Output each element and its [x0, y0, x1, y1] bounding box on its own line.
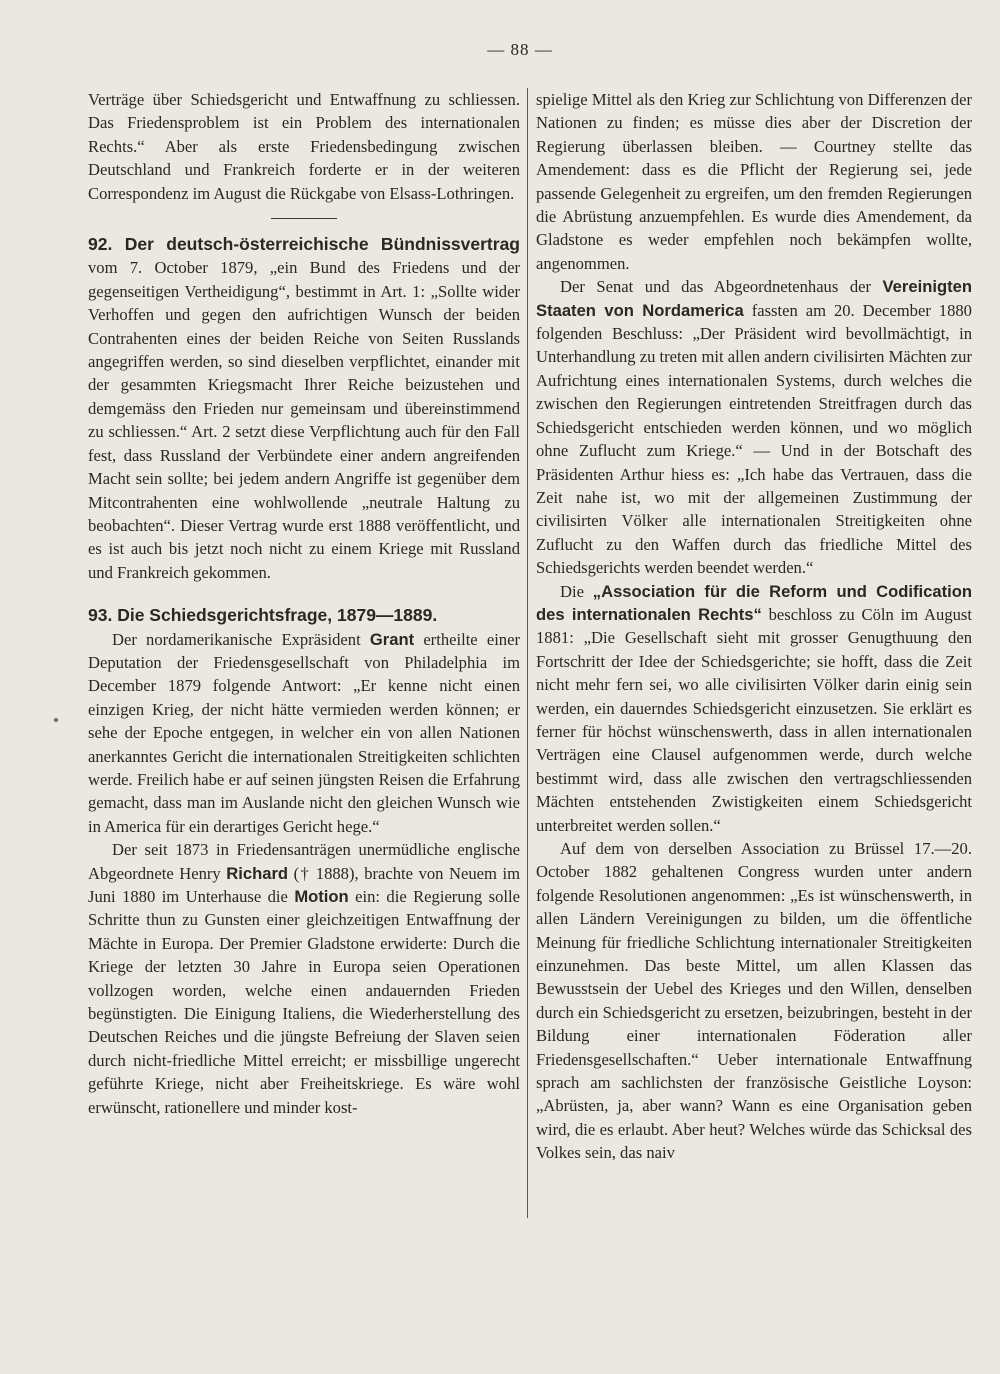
paragraph: Verträge über Schiedsgericht und Entwaffnung zu schliessen. Das Friedensproblem ist ein Problem des internationalen Rechts.“ Aber als erste Friedensbedingung zwischen Deutschland und Frankreich forderte er in der weiteren Correspondenz im August die Rückgabe von Elsass-Lothringen.: [88, 90, 520, 203]
page-number: — 88 —: [487, 40, 553, 59]
paragraph: [536, 275, 972, 579]
name-emphasis: Grant: [369, 629, 415, 649]
text: beschloss zu Cöln im August 1881: „Die Gesellschaft sieht mit grosser Genugthuung den Fortschritt der Idee der Schiedsgerichte; sie hofft, dass die Zeit nicht mehr fern sei, wo alle civilisirten Völker darin einig sein werden, ein dauerndes Schiedsgericht einzusetzen. Sie erklärt es ferner für höchst wünschenswerth, dass in allen internationalen Verträgen eine Clausel aufgenommen werde, durch welche bestimmt wird, dass alle zwischen den vertragschliessenden Mächten entstehenden Zwistigkeiten einem Schiedsgericht unterbreitet werden sollen.“: [536, 604, 972, 835]
text: Die: [560, 581, 584, 601]
name-emphasis: Vereinigten Staaten von Nordamerica: [536, 277, 972, 320]
margin-dot: [54, 718, 58, 722]
text: ein: die Regierung solle Schritte thun zu Gunsten einer gleichzeitigen Entwaffnung der Mächte in Europa. Der Premier Gladstone erwiderte: Durch die Kriege der letzten 30 Jahre in Europa seien Operationen vollzogen worden, welche einen andauernden Frieden begünstigten. Die Einigung Italiens, die Wiederherstellung des Deutschen Reiches und die jüngste Befreiung der Slaven seien durch nicht-friedliche Mittel erreicht; er missbillige ungerecht geführte Kriege, nicht aber Freiheitskriege. Es wäre wohl erwünscht, rationellere und minder kost-: [88, 887, 520, 1117]
paragraph-text: vom 7. October 1879, „ein Bund des Friedens und der gegenseitigen Vertheidigung“, bestimmt in Art. 1: „Sollte wider Verhoffen und gegen den aufrichtigen Wunsch der beiden Contrahenten eines der beiden Reiche von Seiten Russlands angegriffen werden, so sind dieselben verpflichtet, einander mit der gesammten Kriegsmacht Ihrer Reiche beizustehen und demgemäss den Frieden nur gemeinsam und übereinstimmend zu schliessen.“ Art. 2 setzt diese Verpflichtung auch für den Fall fest, dass Russland der Verbündete einer andern angreifenden Macht sein sollte; bei jedem andern Angriffe ist gegenüber dem Mitcontrahenten eine wohlwollende „neutrale Haltung zu beobachten“. Dieser Vertrag wurde erst 1888 veröffentlicht, und es ist auch bis jetzt noch nicht zu einem Kriege mit Russland und Frankreich gekommen.: [88, 258, 520, 582]
section-heading: 92. Der deutsch-österreichische Bündnissvertrag: [88, 234, 520, 255]
column-divider: [527, 88, 528, 1218]
text: Der nordamerikanische Expräsident: [112, 629, 361, 649]
text: Der seit 1873 in Friedensanträgen unermüdliche englische Abgeordnete Henry: [88, 840, 520, 883]
name-emphasis: Richard: [226, 863, 289, 883]
section-heading: 93. Die Schiedsgerichtsfrage, 1879—1889.: [88, 605, 438, 626]
section-divider: [271, 218, 337, 219]
paragraph: [88, 838, 520, 1119]
paragraph: [536, 580, 972, 837]
text: ertheilte einer Deputation der Friedensgesellschaft von Philadelphia im December 1879 folgende Antwort: „Er kenne nicht einen einzigen Krieg, der nicht hätte vermieden werden können; er sehe der Epoche entgegen, in welcher ein von allen Nationen anerkanntes Gericht die internationalen Streitigkeiten schlichten werde. Freilich habe er auf seinen jüngsten Reisen die Erfahrung gemacht, dass man im Auslande nicht den gleichen Wunsch wie in America für ein derartiges Gericht hege.“: [88, 629, 520, 836]
text: fassten am 20. December 1880 folgenden Beschluss: „Der Präsident wird bevollmächtigt, in Unterhandlung zu treten mit allen andern civilisirten Mächten zur Aufrichtung eines internationalen Systems, durch welches die zwischen den Regierungen eintretenden Streitfragen durch das Schiedsgericht entschieden werden können, und wo möglich ohne Zuflucht zum Kriege.“ — Und in der Botschaft des Präsidenten Arthur hiess es: „Ich habe das Vertrauen, dass die Zeit nahe ist, wo mit der allgemeinen Zustimmung der civilisirten Völker alle internationalen Streitigkeiten ohne Zuflucht zu den Waffen durch das friedliche Mittel des Schiedsgerichts werden beendet werden.“: [536, 300, 972, 578]
name-emphasis: „Association für die Reform und Codification des internationalen Rechts“: [536, 581, 973, 624]
text: († 1888), brachte von Neuem im Juni 1880 im Unterhause die: [88, 863, 521, 906]
paragraph: Auf dem von derselben Association zu Brüssel 17.—20. October 1882 gehaltenen Congress wurden unter andern folgende Resolutionen angenommen: „Es ist wünschenswerth, in allen Ländern Vereinigungen zu bilden, um die öffentliche Meinung für friedliche Schlichtung internationaler Streitigkeiten einzunehmen. Das beste Mittel, um allen Klassen das Bewusstsein der Uebel des Krieges und den Willen, denselben durch ein Schiedsgericht zu ersetzen, beizubringen, besteht in der Bildung einer internationalen Föderation aller Friedensgesellschaften.“ Ueber internationale Entwaffnung sprach am sachlichsten der französische Geistliche Loyson: „Abrüsten, ja, aber wann? Wann es eine Organisation geben wird, die es erlaubt. Aber heut? Welches würde das Schicksal des Volkes sein, das naiv: [536, 839, 972, 1163]
paragraph: [88, 628, 520, 839]
paragraph: spielige Mittel als den Krieg zur Schlichtung von Differenzen der Nationen zu finden; es müsse dies aber der Discretion der Regierung überlassen bleiben. — Courtney stellte das Amendement: dass es die Pflicht der Regierung sei, jede passende Gelegenheit zu ergreifen, um den fremden Regierungen die Abrüstung anzuempfehlen. Es wurde dies Amendement, da Gladstone es weder empfehlen noch bekämpfen wollte, angenommen.: [536, 90, 972, 273]
right-column: [536, 88, 972, 1165]
left-column: [88, 88, 520, 1119]
text: Der Senat und das Abgeordnetenhaus der: [560, 277, 872, 297]
section-92: [88, 233, 520, 584]
term-emphasis: Motion: [294, 887, 349, 906]
